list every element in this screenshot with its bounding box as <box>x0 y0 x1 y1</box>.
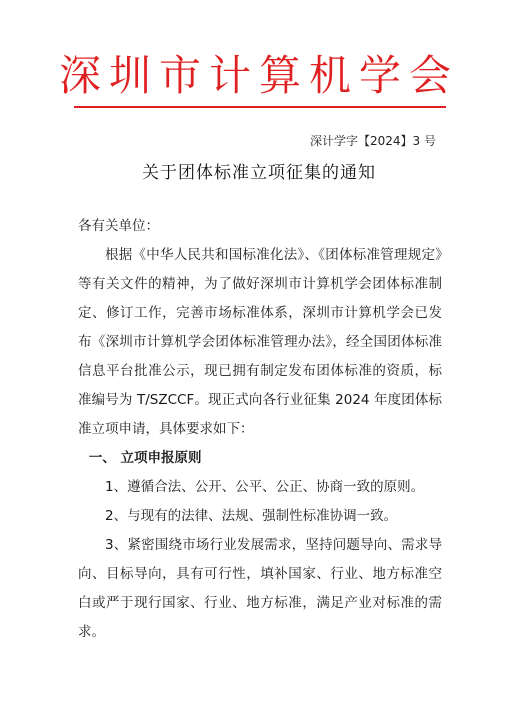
document-number: 深计学字【2024】3 号 <box>310 134 436 148</box>
principle-item: 2、与现有的法律、法规、强制性标准协调一致。 <box>105 508 398 524</box>
organization-title: 深圳市计算机学会 <box>58 51 459 100</box>
principle-item: 1、遵循合法、公开、公平、公正、协商一致的原则。 <box>105 479 425 495</box>
section-heading: 一、 立项申报原则 <box>88 450 202 466</box>
document-body <box>78 212 442 647</box>
salutation: 各有关单位： <box>78 218 159 234</box>
principle-item: 3、紧密围绕市场行业发展需求，坚持问题导向、需求导向、目标导向，具有可行性，填补国家、行业、地方标准空白或严于现行国家、行业、地方标准，满足产业对标准的需求。 <box>78 537 442 640</box>
intro-paragraph: 根据《中华人民共和国标准化法》、《团体标准管理规定》等有关文件的精神，为了做好深圳市计算机学会团体标准制定、修订工作，完善市场标准体系，深圳市计算机学会已发布《深圳市计算机学会团体标准管理办法》，经全国团体标准信息平台批准公示，现已拥有制定发布团体标准的资质，标准编号为 T/SZCCF。现正式向各行业征集 2024 年度团体标准立项申请，具体要求如下： <box>78 247 442 437</box>
header-red-rule <box>74 106 446 108</box>
document-title: 关于团体标准立项征集的通知 <box>142 163 376 183</box>
